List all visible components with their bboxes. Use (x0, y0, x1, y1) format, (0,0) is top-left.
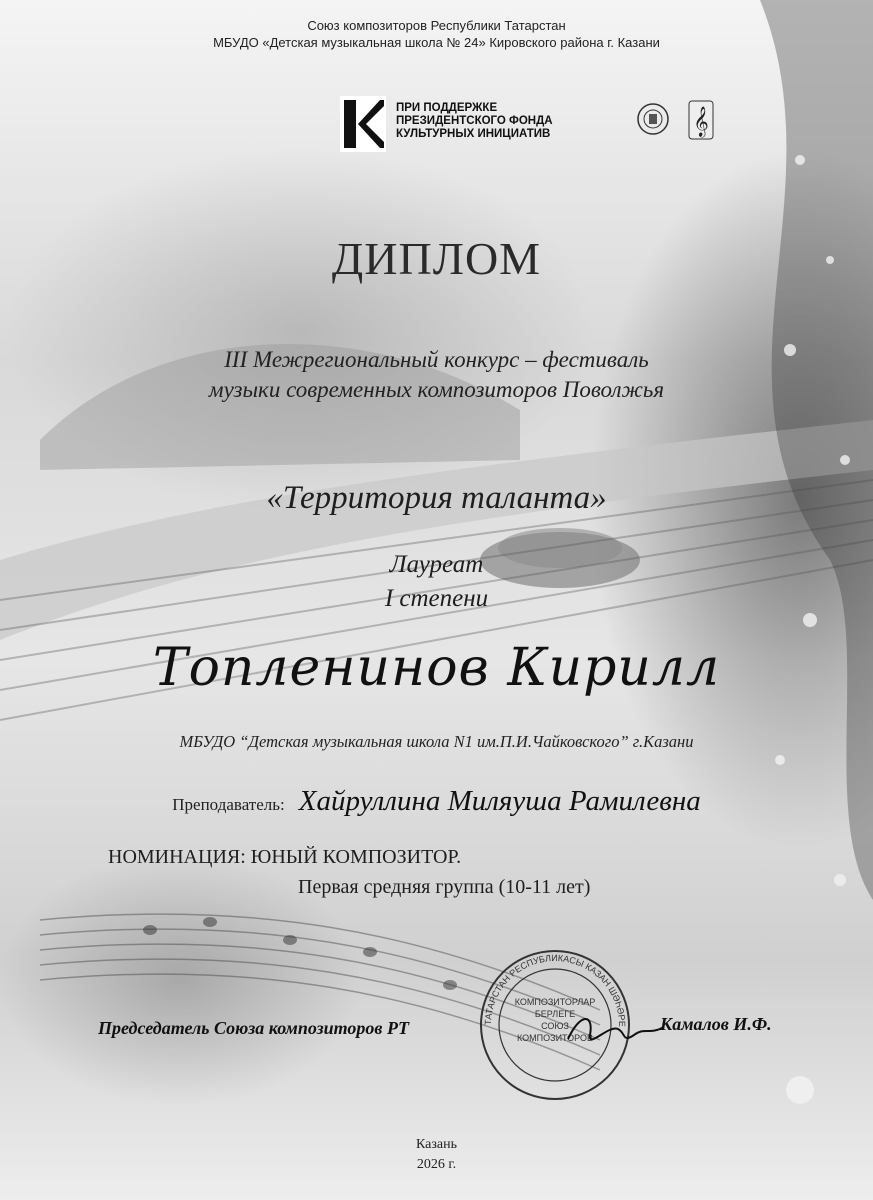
stamp-ring-text: ТАТАРСТАН РЕСПУБЛИКАСЫ КАЗАН ШӘҺӘРЕ (482, 952, 628, 1027)
contest-line-1: III Межрегиональный конкурс – фестиваль (224, 347, 649, 372)
teacher-label: Преподаватель: (172, 795, 285, 814)
year: 2026 г. (416, 1157, 457, 1172)
teacher-row (0, 785, 873, 818)
logo-row (340, 96, 740, 156)
age-group: Первая средняя группа (10-11 лет) (298, 876, 591, 898)
svg-text:𝄞: 𝄞 (693, 107, 709, 137)
contest-name (0, 345, 873, 405)
organizer-line-1: Союз композиторов Республики Татарстан (307, 18, 566, 33)
winner-name: Топленинов Кирилл (152, 638, 721, 698)
presidential-fund-k-logo-icon (340, 96, 386, 152)
award-level (0, 548, 873, 616)
organizer-line-2: МБУДО «Детская музыкальная школа № 24» Кировского района г. Казани (213, 35, 660, 50)
fund-line-3: КУЛЬТУРНЫХ ИНИЦИАТИВ (396, 128, 551, 140)
emblem-seal-icon (636, 102, 670, 136)
chairman-name: Камалов И.Ф. (660, 1014, 772, 1034)
stamp-line-2: БЕРЛЕГЕ (534, 1009, 576, 1019)
fund-line-1: ПРИ ПОДДЕРЖКЕ (396, 102, 498, 114)
city: Казань (416, 1137, 457, 1152)
contest-line-2: музыки современных композиторов Поволжья (208, 377, 665, 402)
handwritten-signature (560, 1005, 670, 1055)
stamp-line-3: СОЮЗ (541, 1021, 569, 1031)
diploma-title: ДИПЛОМ (331, 233, 542, 284)
award-line-1: Лауреат (389, 551, 484, 578)
festival-name: «Территория таланта» (266, 480, 607, 516)
stamp-line-1: КОМПОЗИТОРЛАР (514, 997, 596, 1007)
school-name: МБУДО “Детская музыкальная школа N1 им.П.И.Чайковского” г.Казани (179, 732, 694, 751)
fund-support-text (396, 102, 553, 141)
stamp-line-4: КОМПОЗИТОРОВ (517, 1033, 593, 1043)
teacher-name: Хайруллина Миляуша Рамилевна (298, 785, 701, 817)
nomination: НОМИНАЦИЯ: ЮНЫЙ КОМПОЗИТОР. (108, 846, 462, 868)
fund-line-2: ПРЕЗИДЕНТСКОГО ФОНДА (396, 115, 553, 127)
award-line-2: I степени (384, 585, 489, 612)
chairman-title: Председатель Союза композиторов РТ (98, 1018, 409, 1038)
treble-clef-icon (688, 100, 714, 140)
